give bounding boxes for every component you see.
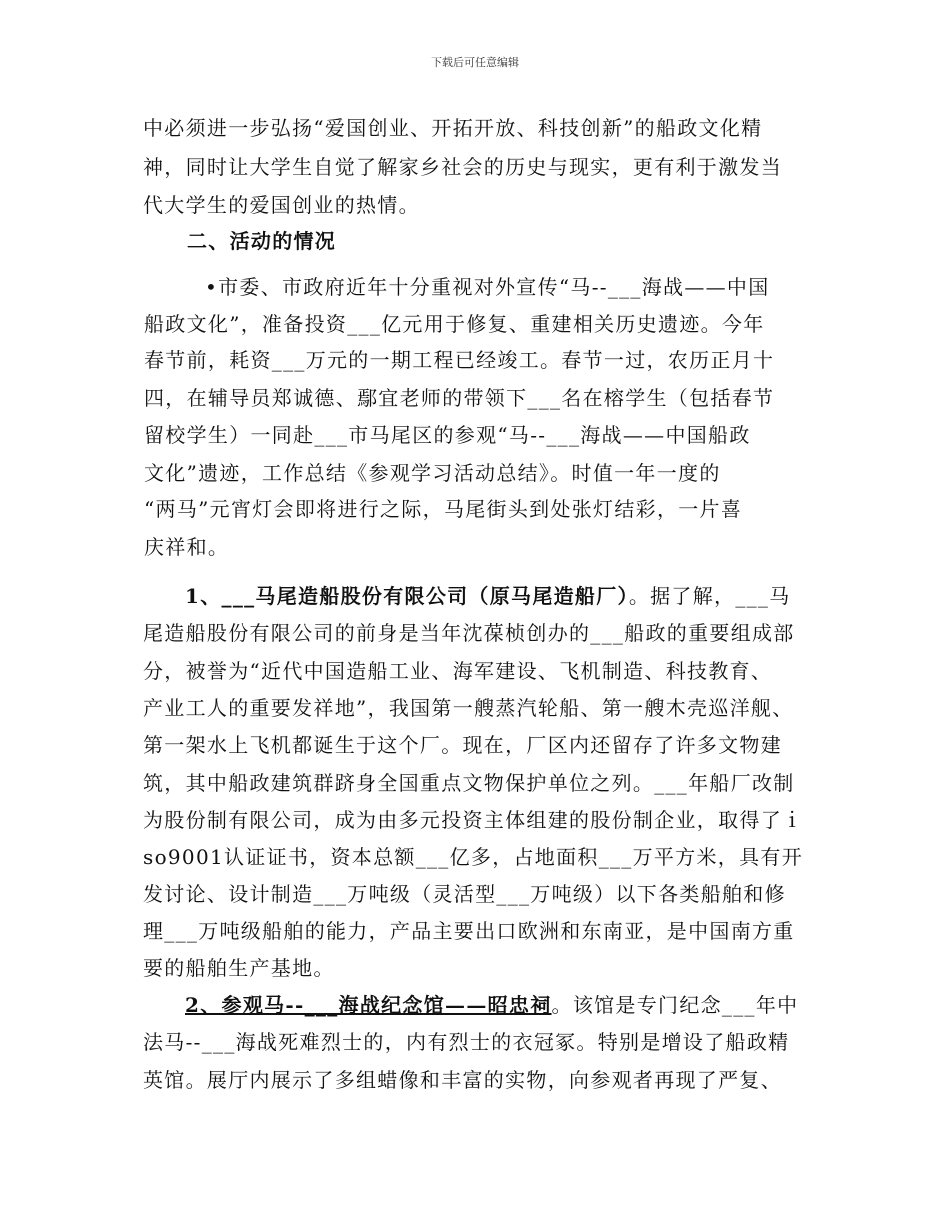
text-line: 四，在辅导员郑诚德、鄢宜老师的带领下___名在榕学生（包括春节: [144, 386, 775, 410]
text-line: 代大学生的爱国创业的热情。: [143, 193, 420, 217]
text-line: 分，被誉为“近代中国造船工业、海军建设、飞机制造、科技教育、: [143, 659, 773, 683]
text-line: 文化”遗迹，工作总结《参观学习活动总结》。时值一年一度的: [144, 461, 721, 485]
text-line: 法马--___海战死难烈士的，内有烈士的衣冠冢。特别是增设了船政精: [143, 1030, 790, 1054]
item-2-text: 。该馆是专门纪念___年中: [551, 993, 799, 1017]
text-line: 筑，其中船政建筑群跻身全国重点文物保护单位之列。___年船厂改制: [143, 771, 795, 795]
item-2-line: [185, 993, 798, 1017]
text-line: 船政文化”，准备投资___亿元用于修复、重建相关历史遗迹。今年: [144, 312, 765, 336]
item-1-text: 。据了解，___马: [628, 584, 791, 608]
page-header: 下载后可任意编辑: [431, 56, 519, 69]
text-line: 第一架水上飞机都诞生于这个厂。现在，厂区内还留存了许多文物建: [143, 733, 782, 757]
item-1-heading: 1、___马尾造船股份有限公司（原马尾造船厂）: [185, 584, 629, 608]
text-line: 要的船舶生产基地。: [143, 956, 335, 980]
text-line: 庆祥和。: [144, 535, 230, 559]
text-line: 留校学生）一同赴___市马尾区的参观“马--___海战——中国船政: [144, 423, 751, 447]
text-line: so9001认证证书，资本总额___亿多，占地面积___万平方米，具有开: [143, 845, 804, 869]
text-line: 理___万吨级船舶的能力，产品主要出口欧洲和东南亚，是中国南方重: [143, 919, 795, 943]
text-line: 神，同时让大学生自觉了解家乡社会的历史与现实，更有利于激发当: [143, 155, 782, 179]
text-line: 中必须进一步弘扬“爱国创业、开拓开放、科技创新”的船政文化精: [143, 116, 763, 140]
text-line: 为股份制有限公司，成为由多元投资主体组建的股份制企业，取得了ｉ: [143, 808, 804, 832]
section-heading: 二、活动的情况: [187, 229, 337, 253]
text-line: “两马”元宵灯会即将进行之际，马尾街头到处张灯结彩，一片喜: [144, 497, 743, 521]
text-line: 发讨论、设计制造___万吨级（灵活型___万吨级）以下各类船舶和修: [143, 882, 786, 906]
text-line: 尾造船股份有限公司的前身是当年沈葆桢创办的___船政的重要组成部: [143, 621, 795, 645]
bullet-line: •市委、市政府近年十分重视对外宣传“马--___海战——中国: [205, 275, 770, 299]
text-line: 春节前，耗资___万元的一期工程已经竣工。春节一过，农历正月十: [144, 348, 775, 372]
item-2-heading: 2、参观马--___海战纪念馆——昭忠祠: [185, 993, 552, 1017]
text-line: 英馆。展厅内展示了多组蜡像和丰富的实物，向参观者再现了严复、: [143, 1068, 782, 1092]
text-line: 产业工人的重要发祥地”，我国第一艘蒸汽轮船、第一艘木壳巡洋舰、: [143, 696, 794, 720]
item-1-line: [185, 584, 791, 608]
